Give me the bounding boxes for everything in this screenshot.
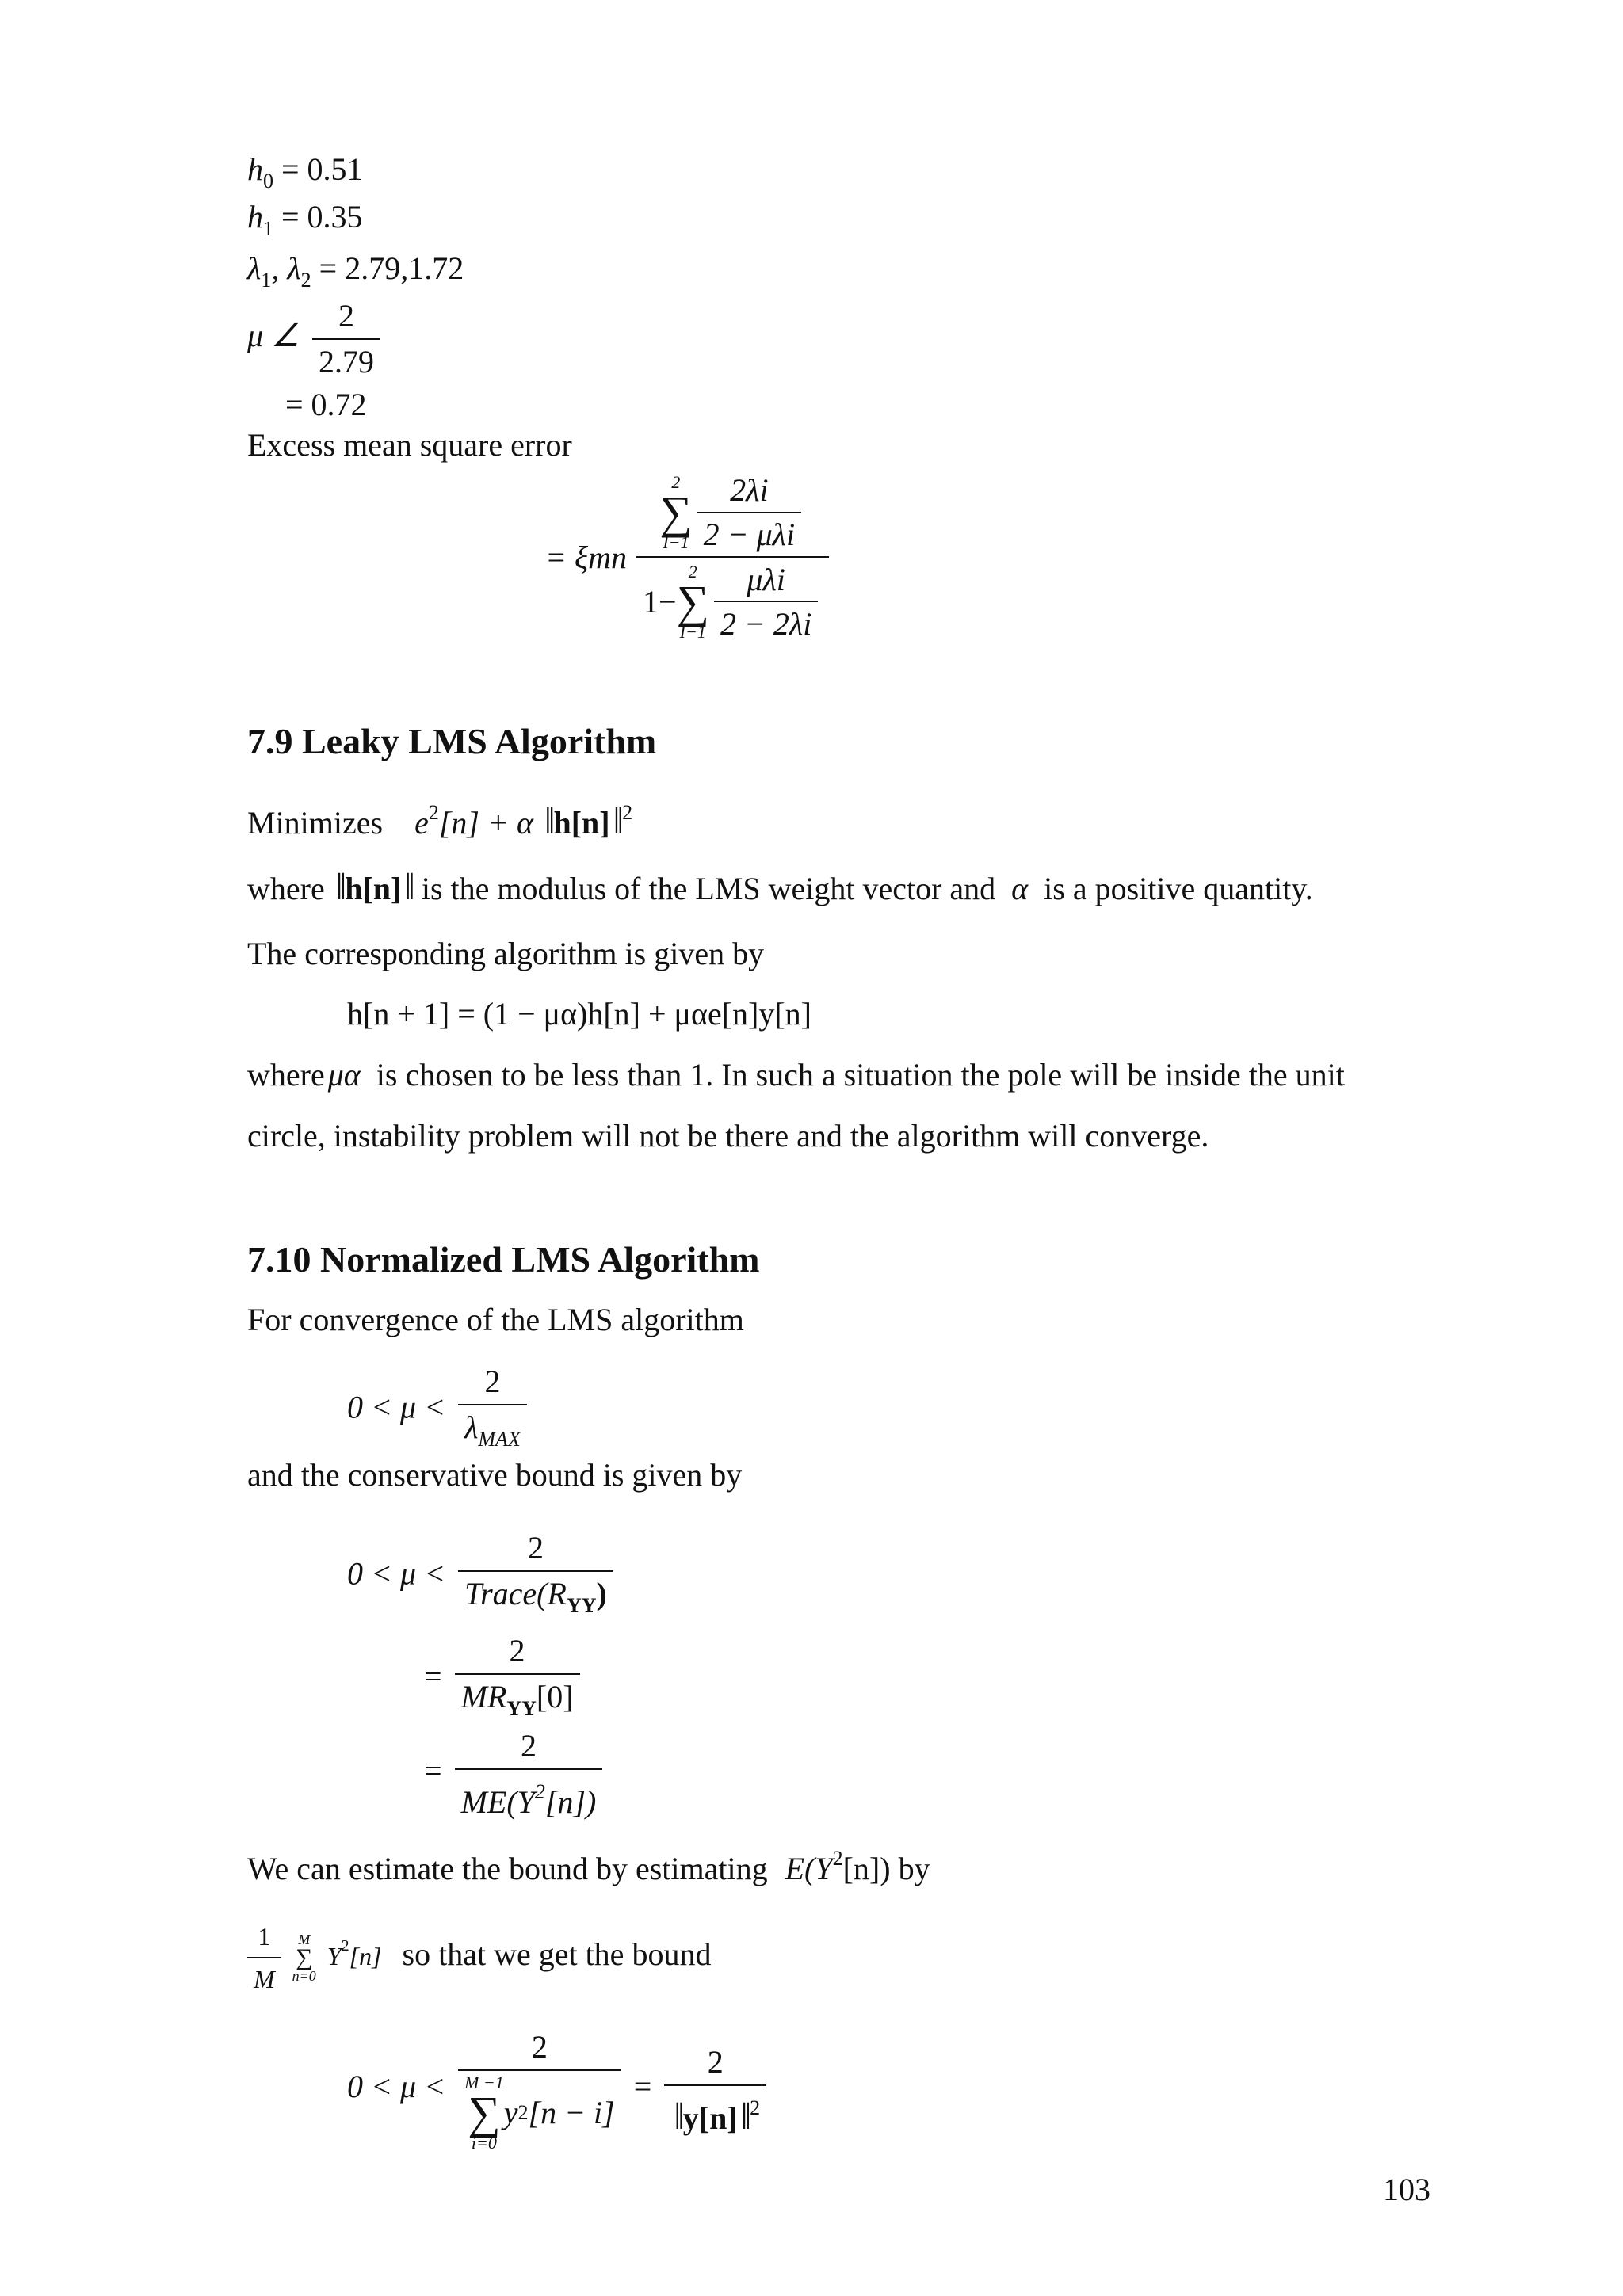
ineq1-max: MAX xyxy=(478,1428,521,1451)
final-fraction-2 xyxy=(664,2043,766,2138)
emse-xi: = ξmn xyxy=(545,539,628,575)
mualpha-symbol: μα xyxy=(327,1057,361,1093)
emse-bot-den: 2 − 2λi xyxy=(714,601,818,643)
ineq2-close: ) xyxy=(596,1576,607,1611)
ineq1-lhs: 0 < μ < xyxy=(347,1389,446,1425)
norm-bars-icon: ‖ xyxy=(335,866,342,908)
emse-equation xyxy=(545,471,834,643)
ineq1-lambda: λ xyxy=(464,1409,479,1445)
emse-top-sum-upper: 2 xyxy=(671,471,681,492)
final-bound-line xyxy=(347,2028,771,2152)
estimate-rest: [n]) by xyxy=(842,1851,930,1886)
emse-top xyxy=(653,471,812,556)
eq-b-num: 2 xyxy=(520,1728,537,1764)
mu-result: = 0.72 xyxy=(285,387,367,422)
eq-a-equals: = xyxy=(424,1658,442,1695)
ineq2-yy: YY xyxy=(566,1594,597,1617)
emse-bot-inner xyxy=(714,561,818,643)
eq-a-fraction xyxy=(455,1632,580,1728)
final-norm-y: y[n] xyxy=(682,2100,738,2136)
ineq2-trace: Trace(R xyxy=(464,1576,567,1611)
minimizes-label: Minimizes xyxy=(247,805,384,841)
emse-bot-sum xyxy=(677,563,709,641)
mu-denominator: 2.79 xyxy=(312,338,380,381)
emse-top-num: 2λi xyxy=(730,472,769,508)
avg-sum xyxy=(292,1932,316,1983)
mu-fraction xyxy=(312,297,380,381)
where-modulus-line xyxy=(247,868,1313,908)
estimate-ey: E(Y xyxy=(785,1851,833,1886)
eq-a-yy: YY xyxy=(506,1697,537,1720)
h1-subscript: 1 xyxy=(263,217,273,240)
emse-top-sum xyxy=(659,471,693,552)
eq-b-line xyxy=(424,1727,607,1821)
final-num2: 2 xyxy=(707,2043,724,2080)
emse-bot-sum-lower: I−1 xyxy=(679,621,706,642)
emse-top-den: 2 − μλi xyxy=(697,512,802,553)
norm-h: h[n] xyxy=(553,805,610,841)
norm-bars-icon: ‖ xyxy=(613,800,620,842)
emse-bottom xyxy=(636,556,829,643)
mu-numerator: 2 xyxy=(338,298,354,334)
final-den2 xyxy=(664,2084,766,2138)
excess-label: Excess mean square error xyxy=(247,427,572,463)
eq-b-sup: 2 xyxy=(534,1780,545,1803)
ineq2-fraction xyxy=(458,1529,613,1625)
final-sum-upper: M −1 xyxy=(464,2073,504,2092)
eq-a-den xyxy=(455,1673,580,1728)
emse-bot-num: μλi xyxy=(747,562,785,597)
mu-angle: μ ∠ xyxy=(247,318,300,354)
ineq2-lhs: 0 < μ < xyxy=(347,1555,446,1592)
where-positive-text: is a positive quantity. xyxy=(1044,871,1313,906)
emse-main-fraction xyxy=(636,471,829,643)
norm-bars-icon: ‖ xyxy=(740,2095,747,2138)
emse-top-sum-lower: I−1 xyxy=(663,532,689,552)
estimate-line xyxy=(247,1840,930,1888)
h0-subscript: 0 xyxy=(263,170,273,193)
lambda-comma: , λ xyxy=(271,250,301,286)
final-lhs: 0 < μ < xyxy=(347,2069,446,2105)
lambda-symbol: λ xyxy=(247,250,262,286)
h1-symbol: h xyxy=(247,199,263,235)
final-fraction-1 xyxy=(458,2028,621,2152)
avg-den: M xyxy=(247,1957,281,1998)
ineq1-line xyxy=(347,1363,532,1459)
avg-sup: 2 xyxy=(341,1937,349,1955)
final-norm-sup: 2 xyxy=(750,2096,761,2119)
min-rest: [n] + α xyxy=(438,805,533,841)
avg-num: 1 xyxy=(258,1922,271,1951)
estimate-sup: 2 xyxy=(832,1847,843,1870)
alpha-symbol: α xyxy=(1011,871,1029,906)
final-den xyxy=(458,2069,621,2152)
lambda-line xyxy=(247,250,464,299)
final-equals: = xyxy=(633,2069,652,2105)
eq-b-fraction xyxy=(455,1727,603,1821)
where2-label: where xyxy=(247,1057,325,1093)
sigma-icon: ∑ xyxy=(676,575,709,627)
eq-a-zero: [0] xyxy=(536,1679,574,1714)
emse-one-minus: 1− xyxy=(643,584,677,620)
page-number: 103 xyxy=(1383,2172,1430,2207)
norm-bars-icon: ‖ xyxy=(404,866,411,908)
sigma-icon: ∑ xyxy=(659,486,693,538)
section-7-9-heading: 7.9 Leaky LMS Algorithm xyxy=(247,721,657,761)
estimate-text: We can estimate the bound by estimating xyxy=(247,1851,768,1886)
norm-bars-icon: ‖ xyxy=(544,800,551,842)
corresponding-line: The corresponding algorithm is given by xyxy=(247,936,765,971)
for-convergence-line: For convergence of the LMS algorithm xyxy=(247,1302,744,1337)
eq-b-rest: [n]) xyxy=(544,1784,597,1820)
h1-value: = 0.35 xyxy=(281,199,363,235)
avg-fraction xyxy=(247,1917,281,1998)
ineq1-fraction xyxy=(458,1363,527,1459)
sigma-icon: ∑ xyxy=(296,1944,313,1970)
avg-rest: [n] xyxy=(349,1942,382,1971)
final-num: 2 xyxy=(531,2029,548,2065)
min-e-sup: 2 xyxy=(428,801,439,824)
where-modulus-text: is the modulus of the LMS weight vector and xyxy=(421,871,996,906)
minimizes-line xyxy=(247,794,632,842)
h0-value: = 0.51 xyxy=(281,151,363,187)
so-that-text: so that we get the bound xyxy=(402,1936,712,1973)
lambda-value: = 2.79,1.72 xyxy=(319,250,464,286)
ineq2-line xyxy=(347,1529,618,1625)
avg-sum-upper: M xyxy=(298,1932,311,1947)
ineq1-den xyxy=(458,1404,527,1459)
h0-line xyxy=(247,151,363,200)
h0-symbol: h xyxy=(247,151,263,187)
section-7-10-heading: 7.10 Normalized LMS Algorithm xyxy=(247,1239,760,1280)
eq-a-num: 2 xyxy=(509,1633,525,1669)
where-mualpha-line xyxy=(247,1056,1345,1094)
eq-a-mr: MR xyxy=(460,1679,507,1714)
emse-top-inner xyxy=(697,471,802,553)
conservative-line: and the conservative bound is given by xyxy=(247,1457,743,1493)
eq-b-equals: = xyxy=(424,1753,442,1789)
where-label: where xyxy=(247,871,325,906)
leaky-update-equation: h[n + 1] = (1 − μα)h[n] + μαe[n]y[n] xyxy=(347,996,812,1032)
eq-b-mey: ME(Y xyxy=(460,1784,535,1820)
avg-y: Y xyxy=(327,1942,342,1971)
final-y-rest: [n − i] xyxy=(528,2095,615,2130)
sigma-icon: ∑ xyxy=(468,2087,501,2138)
emse-bot-sum-upper: 2 xyxy=(688,561,697,582)
final-y-sup: 2 xyxy=(517,2101,529,2124)
final-y: y xyxy=(503,2095,518,2130)
lambda-sub1: 1 xyxy=(261,269,272,292)
h1-line xyxy=(247,198,363,248)
norm-bars-icon: ‖ xyxy=(674,2095,680,2138)
min-e: e xyxy=(414,805,429,841)
eq-a-line xyxy=(424,1632,585,1728)
ineq1-num: 2 xyxy=(484,1363,501,1399)
where-norm-h: h[n] xyxy=(345,871,402,906)
eq-b-den xyxy=(455,1768,603,1821)
ineq2-num: 2 xyxy=(527,1530,544,1566)
final-sum-lower: i=0 xyxy=(471,2133,497,2153)
norm-sup: 2 xyxy=(622,801,633,824)
avg-sum-lower: n=0 xyxy=(292,1968,316,1984)
final-sum xyxy=(464,2074,504,2152)
where2-text: is chosen to be less than 1. In such a situation the pole will be inside the unit xyxy=(376,1057,1345,1093)
mu-line xyxy=(247,297,385,381)
circle-line: circle, instability problem will not be there and the algorithm will converge. xyxy=(247,1118,1209,1154)
ineq2-den xyxy=(458,1570,613,1625)
lambda-sub2: 2 xyxy=(300,269,311,292)
avg-line xyxy=(247,1917,711,1998)
